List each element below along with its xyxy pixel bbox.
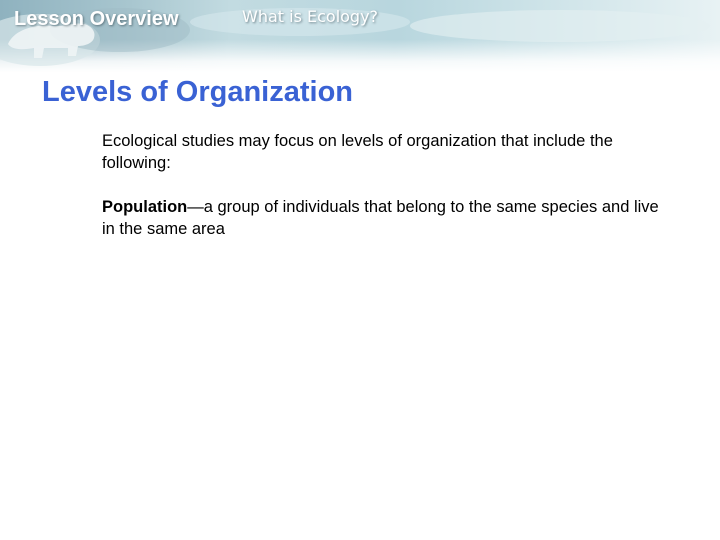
slide-body: [102, 130, 662, 262]
definition-separator: —: [187, 198, 204, 216]
lesson-topic: What is Ecology?: [242, 7, 379, 26]
definition-text: a group of individuals that belong to the same species and live in the same area: [102, 198, 659, 238]
intro-paragraph: Ecological studies may focus on levels of organization that include the following:: [102, 132, 613, 172]
header-banner: [0, 0, 720, 72]
lesson-overview-label: Lesson Overview: [14, 8, 179, 30]
definition-paragraph: [102, 196, 662, 240]
definition-term: Population: [102, 198, 188, 216]
slide-title: Levels of Organization: [42, 76, 353, 108]
